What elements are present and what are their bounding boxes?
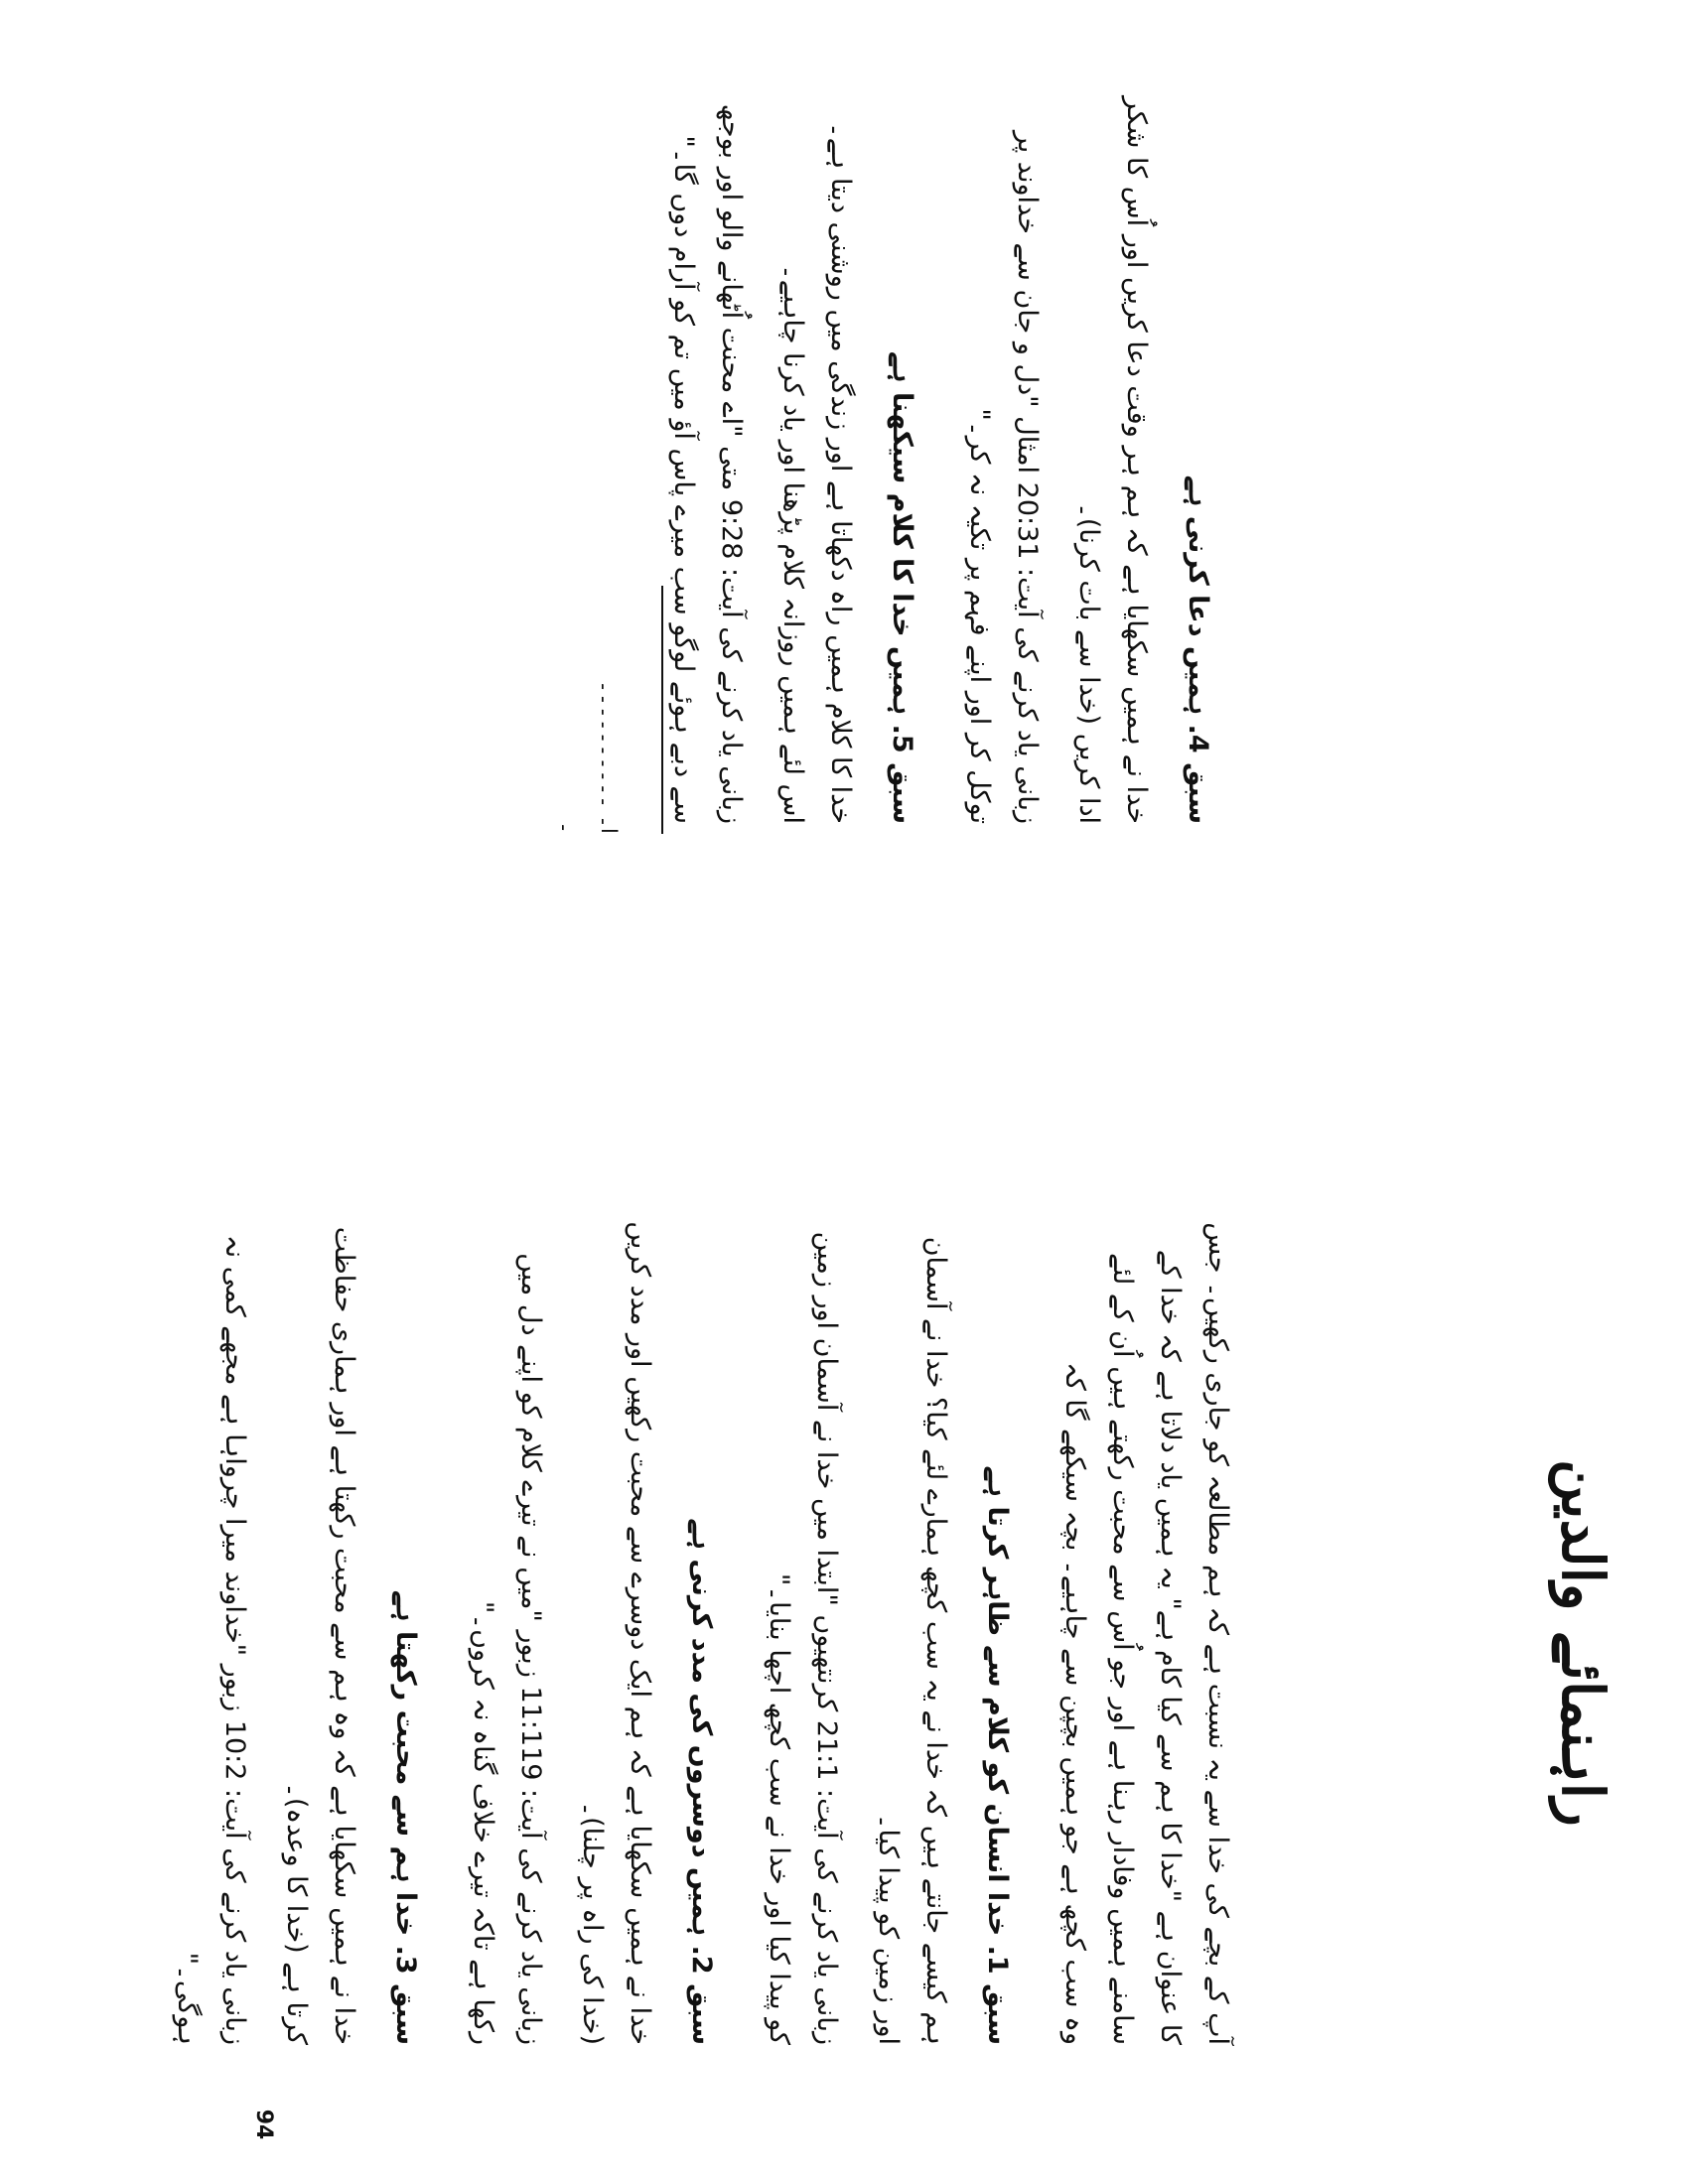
lesson-body: خدا نے ہمیں سکھایا ہے کہ وہ ہم سے محبت رکھتا ہے اور ہماری حفاظت کرتا ہے (خدا کا وعدہ)۔ <box>281 1226 359 2045</box>
lesson-body: خدا نے ہمیں سکھایا ہے کہ ہم ہر وقت دعا کریں اور اُس کا شکر ادا کریں (خدا سے بات کرنا)۔ <box>1073 96 1152 824</box>
lesson-heading: سبق 4. ہمیں دعا کرنی ہے <box>1183 475 1213 824</box>
footnotes <box>548 328 628 834</box>
lesson-verse: زبانی یاد کرنے کی آیت: 10:2 زبور "خداوند میرا چرواہا ہے مجھے کمی نہ ہوگی۔" <box>172 1234 250 2045</box>
right-column <box>133 1221 1241 2045</box>
intro-paragraph: آپ کے بچے کی خدا سے یہ نسبت ہے کہ ہم مطالعہ کو جاری رکھیں۔ جس کا عنوان ہے "خدا کا ہم سے کیا کام ہے" یہ ہمیں یاد دلاتا ہے کہ خدا کے سامنے ہمیں وفادار رہنا ہے اور جو اُس سے محبت رکھتے ہیں اُن کے لئے وہ سب کچھ ہے جو ہمیں بچپن سے چاہیے۔ بچہ سیکھے گا کہ <box>1059 1222 1233 2045</box>
lesson-verse: زبانی یاد کرنے کی آیت: 20:31 امثال "دل و جان سے خداوند پر توکل کر اور اپنے فہم پر تکیہ نہ کر۔" <box>964 130 1043 824</box>
lesson-body: خدا کا کلام ہمیں راہ دکھاتا ہے اور زندگی میں روشنی دیتا ہے۔ اس لئے ہمیں روزانہ کلام پڑھنا اور یاد کرنا چاہیے۔ <box>777 121 856 824</box>
footnote: ا۔ ۔۔۔۔۔۔۔۔۔۔ <box>596 680 621 834</box>
lesson-body: خدا نے ہمیں سکھایا ہے کہ ہم ایک دوسرے سے محبت رکھیں اور مدد کریں (خدا کی راہ پر چلنا)۔ <box>577 1221 655 2045</box>
lesson-verse: زبانی یاد کرنے کی آیت: 21:1 کرنتھیوں "ابتدا میں خدا نے آسمان اور زمین کو پیدا کیا اور خدا نے سب کچھ اچھا بنایا۔" <box>764 1231 842 2045</box>
lesson-body: ہم کیسے جانتے ہیں کہ خدا نے یہ سب کچھ ہمارے لئے کیا؟ خدا نے آسمان اور زمین کو پیدا کیا۔ <box>873 1236 951 2045</box>
lesson-heading: سبق 5. ہمیں خدا کا کلام سیکھنا ہے <box>887 350 917 824</box>
footnote-divider <box>661 586 663 834</box>
left-column <box>630 84 1221 824</box>
page-number: 94 <box>251 2109 276 2140</box>
lesson-heading: سبق 2. ہمیں دوسروں کی مدد کرنی ہے <box>686 1518 717 2045</box>
footnote: ۔ <box>556 821 581 834</box>
lesson-heading: سبق 3. خدا ہم سے محبت رکھتا ہے <box>390 1589 421 2045</box>
lesson-verse: زبانی یاد کرنے کی آیت: 11:119 زبور "میں نے تیرے کلام کو اپنے دل میں رکھا ہے تاکہ تیرے خلاف گناہ نہ کروں۔" <box>468 1253 546 2045</box>
lesson-heading: سبق 1. خدا انسان کو کلام سے ظاہر کرتا ہے <box>982 1465 1013 2045</box>
lesson-verse: زبانی یاد کرنے کی آیت: 9:28 متی "اے محنت اُٹھانے والو اور بوجھ سے دبے ہوئے لوگو سب میرے پاس آؤ میں تم کو آرام دوں گا۔" <box>668 103 747 824</box>
page-title: راہنمائے والدین <box>1549 1459 1617 1827</box>
